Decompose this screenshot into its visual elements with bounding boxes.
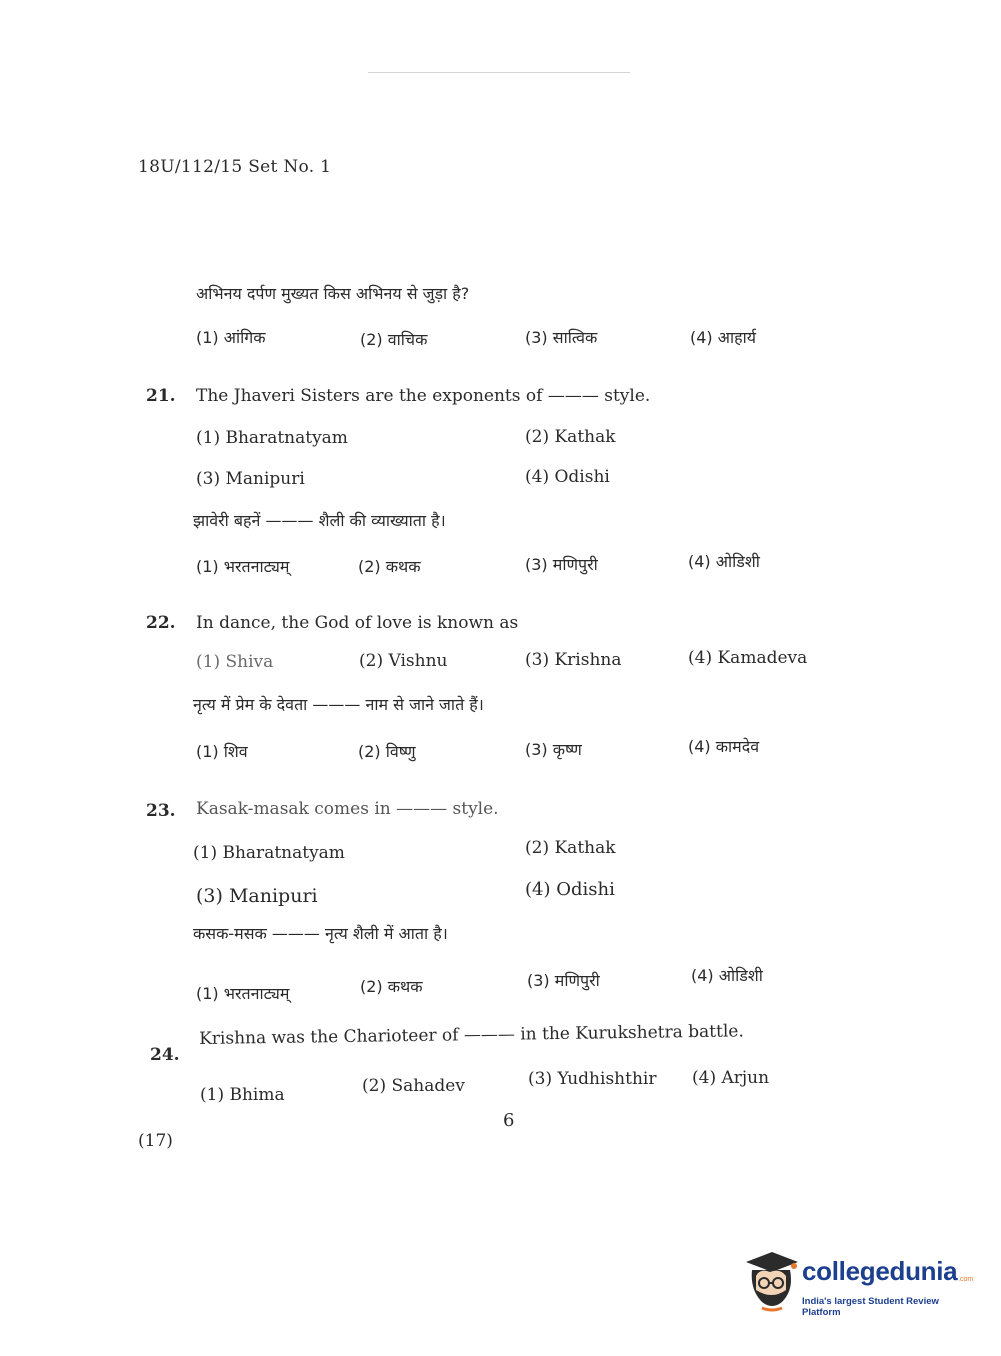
q24-option-4: (4) Arjun xyxy=(692,1068,770,1088)
q23-hi-option-4: (4) ओडिशी xyxy=(691,966,763,985)
q23-text: Kasak-masak comes in ——— style. xyxy=(196,799,499,819)
q23-option-2: (2) Kathak xyxy=(525,838,616,858)
q23-hindi-text: कसक-मसक ——— नृत्य शैली में आता है। xyxy=(193,924,448,943)
q22-hindi-text: नृत्य में प्रेम के देवता ——— नाम से जाने जाते हैं। xyxy=(193,695,484,714)
page-number: 6 xyxy=(503,1110,515,1131)
q21-hindi-text: झावेरी बहनें ——— शैली की व्याख्याता है। xyxy=(193,511,446,530)
q22-hi-option-4: (4) कामदेव xyxy=(688,737,760,756)
q20-hi-option-2: (2) वाचिक xyxy=(360,330,428,349)
q22-number: 22. xyxy=(146,613,176,633)
q22-text: In dance, the God of love is known as xyxy=(196,613,519,633)
footer-code: (17) xyxy=(138,1131,173,1151)
q22-hi-option-1: (1) शिव xyxy=(196,742,248,761)
q21-hi-option-2: (2) कथक xyxy=(358,557,421,576)
logo-tagline: India's largest Student Review Platform xyxy=(802,1296,939,1318)
q24-number: 24. xyxy=(150,1045,180,1065)
q20-hi-option-1: (1) आंगिक xyxy=(196,328,266,347)
q24-option-3: (3) Yudhishthir xyxy=(528,1069,657,1089)
q21-hi-option-3: (3) मणिपुरी xyxy=(525,555,598,574)
q24-option-2: (2) Sahadev xyxy=(362,1076,465,1096)
q21-option-2: (2) Kathak xyxy=(525,427,616,447)
q24-option-1: (1) Bhima xyxy=(200,1085,285,1105)
q21-text: The Jhaveri Sisters are the exponents of ——— style. xyxy=(196,386,651,406)
q21-number: 21. xyxy=(146,386,176,406)
q20-hi-option-4: (4) आहार्य xyxy=(690,328,757,347)
q23-hi-option-3: (3) मणिपुरी xyxy=(527,971,600,990)
q22-hi-option-2: (2) विष्णु xyxy=(358,742,416,761)
q22-option-2: (2) Vishnu xyxy=(359,651,448,671)
q23-hi-option-2: (2) कथक xyxy=(360,977,423,996)
q23-hi-option-1: (1) भरतनाट्यम् xyxy=(196,984,290,1003)
q21-option-4: (4) Odishi xyxy=(525,467,610,487)
q23-option-3: (3) Manipuri xyxy=(196,885,318,907)
q22-option-1: (1) Shiva xyxy=(196,652,274,672)
logo-com-suffix: .com xyxy=(958,1276,974,1283)
q23-option-1: (1) Bharatnatyam xyxy=(193,843,345,863)
q21-option-1: (1) Bharatnatyam xyxy=(196,428,348,448)
mascot-icon xyxy=(742,1250,800,1312)
q20-hi-option-3: (3) सात्विक xyxy=(525,328,598,347)
q22-hi-option-3: (3) कृष्ण xyxy=(525,740,582,759)
q22-option-3: (3) Krishna xyxy=(525,650,622,670)
q23-number: 23. xyxy=(146,801,176,821)
q21-option-3: (3) Manipuri xyxy=(196,469,305,489)
q21-hi-option-4: (4) ओडिशी xyxy=(688,552,760,571)
q20-hindi-text: अभिनय दर्पण मुख्यत किस अभिनय से जुड़ा है? xyxy=(196,284,470,303)
paper-code-header: 18U/112/15 Set No. 1 xyxy=(138,157,332,177)
collegedunia-logo xyxy=(742,1250,972,1320)
logo-brand-text: collegedunia xyxy=(802,1256,958,1286)
top-rule xyxy=(368,72,630,73)
q23-option-4: (4) Odishi xyxy=(525,879,615,900)
q22-option-4: (4) Kamadeva xyxy=(688,648,808,668)
q21-hi-option-1: (1) भरतनाट्यम् xyxy=(196,557,290,576)
q24-text: Krishna was the Charioteer of ——— in the Kurukshetra battle. xyxy=(199,1021,744,1049)
